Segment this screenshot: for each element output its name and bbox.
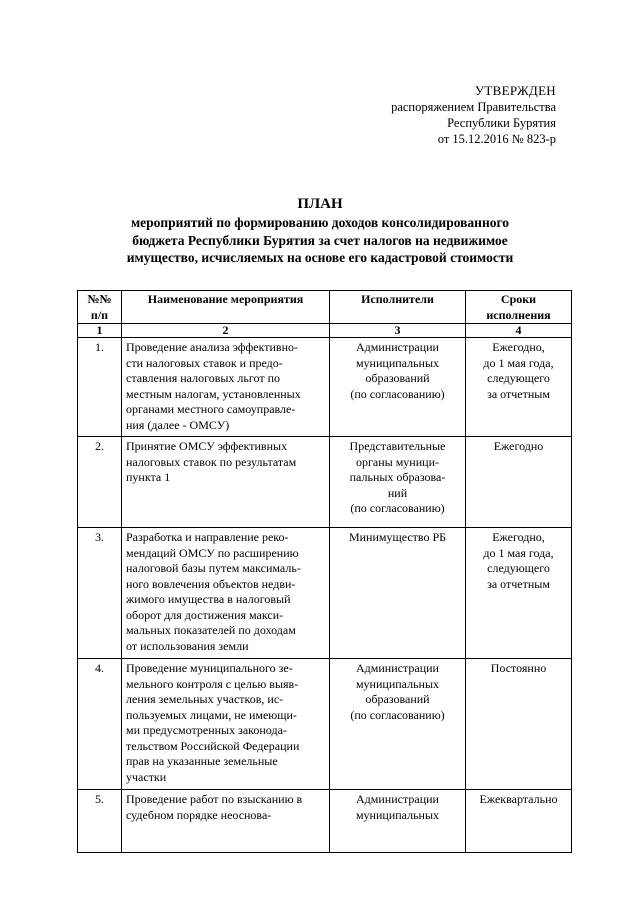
header-activity: Наименование мероприятия — [122, 291, 330, 324]
table-row — [78, 338, 572, 437]
column-number-row — [78, 324, 572, 338]
column-number: 2 — [122, 324, 330, 338]
row-activity: Проведение анализа эффективно- сти налоговых ставок и предо- ставления налоговых льгот по местным налогам, установленных органами местного самоуправле- ния (далее - ОМСУ) — [122, 338, 330, 437]
column-number: 4 — [466, 324, 572, 338]
row-executors: Администрации муниципальных образований (по согласованию) — [330, 659, 466, 790]
row-number: 3. — [78, 528, 122, 659]
header-deadline: Сроки исполнения — [466, 291, 572, 324]
row-executors: Администрации муниципальных образований (по согласованию) — [330, 338, 466, 437]
approval-line-1: распоряжением Правительства — [391, 100, 556, 114]
table-row — [78, 659, 572, 790]
row-executors: Представительные органы муници- пальных образова- ний (по согласованию) — [330, 437, 466, 528]
title-main: ПЛАН — [297, 196, 343, 212]
approval-line-2: Республики Бурятия — [447, 116, 556, 130]
table-row — [78, 790, 572, 853]
row-activity: Принятие ОМСУ эффективных налоговых ставок по результатам пункта 1 — [122, 437, 330, 528]
header-executors: Исполнители — [330, 291, 466, 324]
row-executors: Администрации муниципальных — [330, 790, 466, 853]
approval-line-3: от 15.12.2016 № 823-р — [437, 132, 556, 146]
row-deadline: Ежеквартально — [466, 790, 572, 853]
row-activity: Проведение работ по взысканию в судебном порядке неоснова- — [122, 790, 330, 853]
header-number: №№ п/п — [78, 291, 122, 324]
approval-block — [391, 83, 556, 147]
table-header-row — [78, 291, 572, 324]
title-subtitle-line-2: бюджета Республики Бурятия за счет налогов на недвижимое — [132, 232, 508, 248]
document-title — [0, 194, 640, 267]
table-row — [78, 437, 572, 528]
row-number: 4. — [78, 659, 122, 790]
row-executors: Минимущество РБ — [330, 528, 466, 659]
row-number: 2. — [78, 437, 122, 528]
column-number: 3 — [330, 324, 466, 338]
row-number: 1. — [78, 338, 122, 437]
row-deadline: Постоянно — [466, 659, 572, 790]
plan-table — [77, 290, 572, 853]
row-activity: Проведение муниципального зе- мельного контроля с целью выяв- ления земельных участков, ис- пользуемых лицами, не имеющи- ми предусмотренных законода- тельством Российской Федерации прав на указанные земельные участки — [122, 659, 330, 790]
title-subtitle-line-3: имущество, исчисляемых на основе его кадастровой стоимости — [126, 250, 514, 265]
row-deadline: Ежегодно, до 1 мая года, следующего за отчетным — [466, 528, 572, 659]
row-deadline: Ежегодно, до 1 мая года, следующего за отчетным — [466, 338, 572, 437]
table-row — [78, 528, 572, 659]
row-activity: Разработка и направление реко- мендаций ОМСУ по расширению налоговой базы путем максималь- ного вовлечения объектов недви- жимого имущества в налоговый оборот для достижения макси- мальных показателей по доходам от использования земли — [122, 528, 330, 659]
row-number: 5. — [78, 790, 122, 853]
row-deadline: Ежегодно — [466, 437, 572, 528]
title-subtitle-line-1: мероприятий по формированию доходов консолидированного — [130, 215, 510, 230]
approval-stamp: УТВЕРЖДЕН — [474, 83, 556, 98]
column-number: 1 — [78, 324, 122, 338]
